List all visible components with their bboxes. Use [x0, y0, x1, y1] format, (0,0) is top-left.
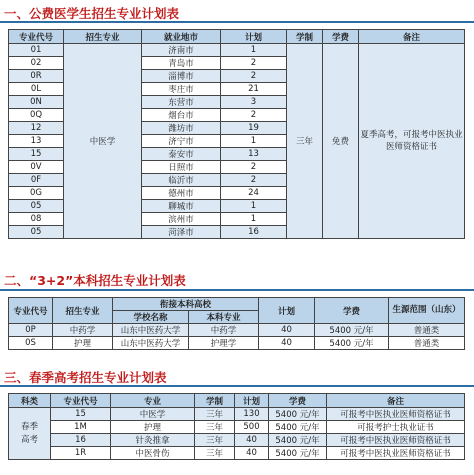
- note-cell: 可报考中医执业医师资格证书: [327, 408, 465, 421]
- city-cell: 泰安市: [142, 148, 221, 161]
- major-code-cell: 0P: [9, 324, 53, 337]
- fee-cell: 5400 元/年: [269, 421, 327, 434]
- major-code-cell: 1M: [51, 421, 111, 434]
- section2-divider: [0, 289, 474, 291]
- major-code-cell: 0N: [9, 96, 64, 109]
- fee-cell: 5400 元/年: [315, 337, 389, 350]
- column-header: 招生专业: [64, 30, 142, 44]
- major-code-cell: 0G: [9, 187, 64, 200]
- column-header: 计划: [235, 394, 269, 408]
- plan-cell: 2: [221, 174, 287, 187]
- column-header: 专业代号: [9, 30, 64, 44]
- major-cell: 中医学: [111, 408, 195, 421]
- plan-cell: 2: [221, 109, 287, 122]
- table-row: [9, 408, 465, 421]
- public-medical-plan-table: [8, 29, 465, 239]
- city-cell: 烟台市: [142, 109, 221, 122]
- note-cell: 夏季高考，可报考中医执业医师资格证书: [359, 44, 465, 239]
- major-code-cell: 15: [51, 408, 111, 421]
- plan-cell: 13: [221, 148, 287, 161]
- column-header: 生源范围（山东）: [389, 298, 465, 324]
- scope-cell: 普通类: [389, 324, 465, 337]
- column-header: 学制: [287, 30, 323, 44]
- category-cell: 春季高考: [9, 408, 51, 460]
- major-code-cell: 05: [9, 226, 64, 239]
- table-row: [9, 434, 465, 447]
- plan-cell: 130: [235, 408, 269, 421]
- bachelor-major-cell: 中药学: [189, 324, 259, 337]
- city-cell: 青岛市: [142, 57, 221, 70]
- column-header: 计划: [259, 298, 315, 324]
- note-cell: 可报考护士执业证书: [327, 421, 465, 434]
- column-header: 学费: [269, 394, 327, 408]
- plan-cell: 1: [221, 135, 287, 148]
- plan-cell: 1: [221, 44, 287, 57]
- duration-cell: 三年: [195, 421, 235, 434]
- table-row: [9, 44, 465, 57]
- duration-cell: 三年: [287, 44, 323, 239]
- major-code-cell: 15: [9, 148, 64, 161]
- city-cell: 日照市: [142, 161, 221, 174]
- major-code-cell: 1R: [51, 447, 111, 460]
- column-header: 学费: [315, 298, 389, 324]
- scope-cell: 普通类: [389, 337, 465, 350]
- major-cell: 中医骨伤: [111, 447, 195, 460]
- table-header-row: [9, 30, 465, 44]
- city-cell: 菏泽市: [142, 226, 221, 239]
- duration-cell: 三年: [195, 408, 235, 421]
- city-cell: 聊城市: [142, 200, 221, 213]
- column-header: 科类: [9, 394, 51, 408]
- plan-cell: 40: [235, 447, 269, 460]
- spring-exam-plan-table: [8, 393, 465, 460]
- major-code-cell: 12: [9, 122, 64, 135]
- column-header: 招生专业: [53, 298, 113, 324]
- major-code-cell: 0Q: [9, 109, 64, 122]
- fee-cell: 5400 元/年: [269, 447, 327, 460]
- table-row: [9, 337, 465, 350]
- duration-cell: 三年: [195, 447, 235, 460]
- city-cell: 东营市: [142, 96, 221, 109]
- major-code-cell: 0R: [9, 70, 64, 83]
- table-header-row: [9, 394, 465, 408]
- fee-cell: 5400 元/年: [269, 434, 327, 447]
- plan-cell: 40: [259, 324, 315, 337]
- school-cell: 山东中医药大学: [113, 337, 189, 350]
- plan-cell: 16: [221, 226, 287, 239]
- plan-cell: 40: [235, 434, 269, 447]
- plan-cell: 2: [221, 161, 287, 174]
- duration-cell: 三年: [195, 434, 235, 447]
- major-cell: 中药学: [53, 324, 113, 337]
- major-code-cell: 16: [51, 434, 111, 447]
- plan-cell: 19: [221, 122, 287, 135]
- plan-cell: 3: [221, 96, 287, 109]
- major-code-cell: 05: [9, 200, 64, 213]
- table-row: [9, 421, 465, 434]
- column-header: 备注: [327, 394, 465, 408]
- column-header: 专业代号: [9, 298, 53, 324]
- city-cell: 潍坊市: [142, 122, 221, 135]
- major-code-cell: 02: [9, 57, 64, 70]
- plan-cell: 1: [221, 200, 287, 213]
- city-cell: 淄博市: [142, 70, 221, 83]
- column-header: 计划: [221, 30, 287, 44]
- column-header: 学校名称: [113, 311, 189, 324]
- section3-divider: [0, 385, 474, 387]
- city-cell: 枣庄市: [142, 83, 221, 96]
- plan-cell: 40: [259, 337, 315, 350]
- column-header: 学制: [195, 394, 235, 408]
- section1-divider: [0, 21, 474, 23]
- major-code-cell: 0S: [9, 337, 53, 350]
- major-code-cell: 01: [9, 44, 64, 57]
- plan-cell: 500: [235, 421, 269, 434]
- city-cell: 临沂市: [142, 174, 221, 187]
- major-code-cell: 08: [9, 213, 64, 226]
- major-cell: 针灸推拿: [111, 434, 195, 447]
- column-header: 本科专业: [189, 311, 259, 324]
- city-cell: 德州市: [142, 187, 221, 200]
- major-cell: 护理: [53, 337, 113, 350]
- table-row: [9, 447, 465, 460]
- fee-cell: 5400 元/年: [269, 408, 327, 421]
- note-cell: 可报考中医执业医师资格证书: [327, 434, 465, 447]
- plan-cell: 1: [221, 213, 287, 226]
- bachelor-major-cell: 护理学: [189, 337, 259, 350]
- section1-title: 一、公费医学生招生专业计划表: [4, 6, 180, 21]
- city-cell: 滨州市: [142, 213, 221, 226]
- school-cell: 山东中医药大学: [113, 324, 189, 337]
- column-header: 衔接本科高校: [113, 298, 259, 311]
- fee-cell: 免费: [323, 44, 359, 239]
- column-header: 专业: [111, 394, 195, 408]
- plan-cell: 2: [221, 57, 287, 70]
- bachelor-plan-table: [8, 297, 465, 350]
- note-cell: 可报考中医执业医师资格证书: [327, 447, 465, 460]
- major-cell: 护理: [111, 421, 195, 434]
- section2-title: 二、“3+2”本科招生专业计划表: [4, 273, 186, 288]
- section3-title: 三、春季高考招生专业计划表: [4, 370, 167, 385]
- column-header: 就业地市: [142, 30, 221, 44]
- column-header: 备注: [359, 30, 465, 44]
- major-code-cell: 0V: [9, 161, 64, 174]
- major-code-cell: 13: [9, 135, 64, 148]
- city-cell: 济南市: [142, 44, 221, 57]
- plan-cell: 2: [221, 70, 287, 83]
- column-header: 专业代号: [51, 394, 111, 408]
- table-header-row: [9, 298, 465, 311]
- plan-cell: 24: [221, 187, 287, 200]
- major-code-cell: 0L: [9, 83, 64, 96]
- plan-cell: 21: [221, 83, 287, 96]
- column-header: 学费: [323, 30, 359, 44]
- major-cell: 中医学: [64, 44, 142, 239]
- major-code-cell: 0F: [9, 174, 64, 187]
- city-cell: 济宁市: [142, 135, 221, 148]
- fee-cell: 5400 元/年: [315, 324, 389, 337]
- table-row: [9, 324, 465, 337]
